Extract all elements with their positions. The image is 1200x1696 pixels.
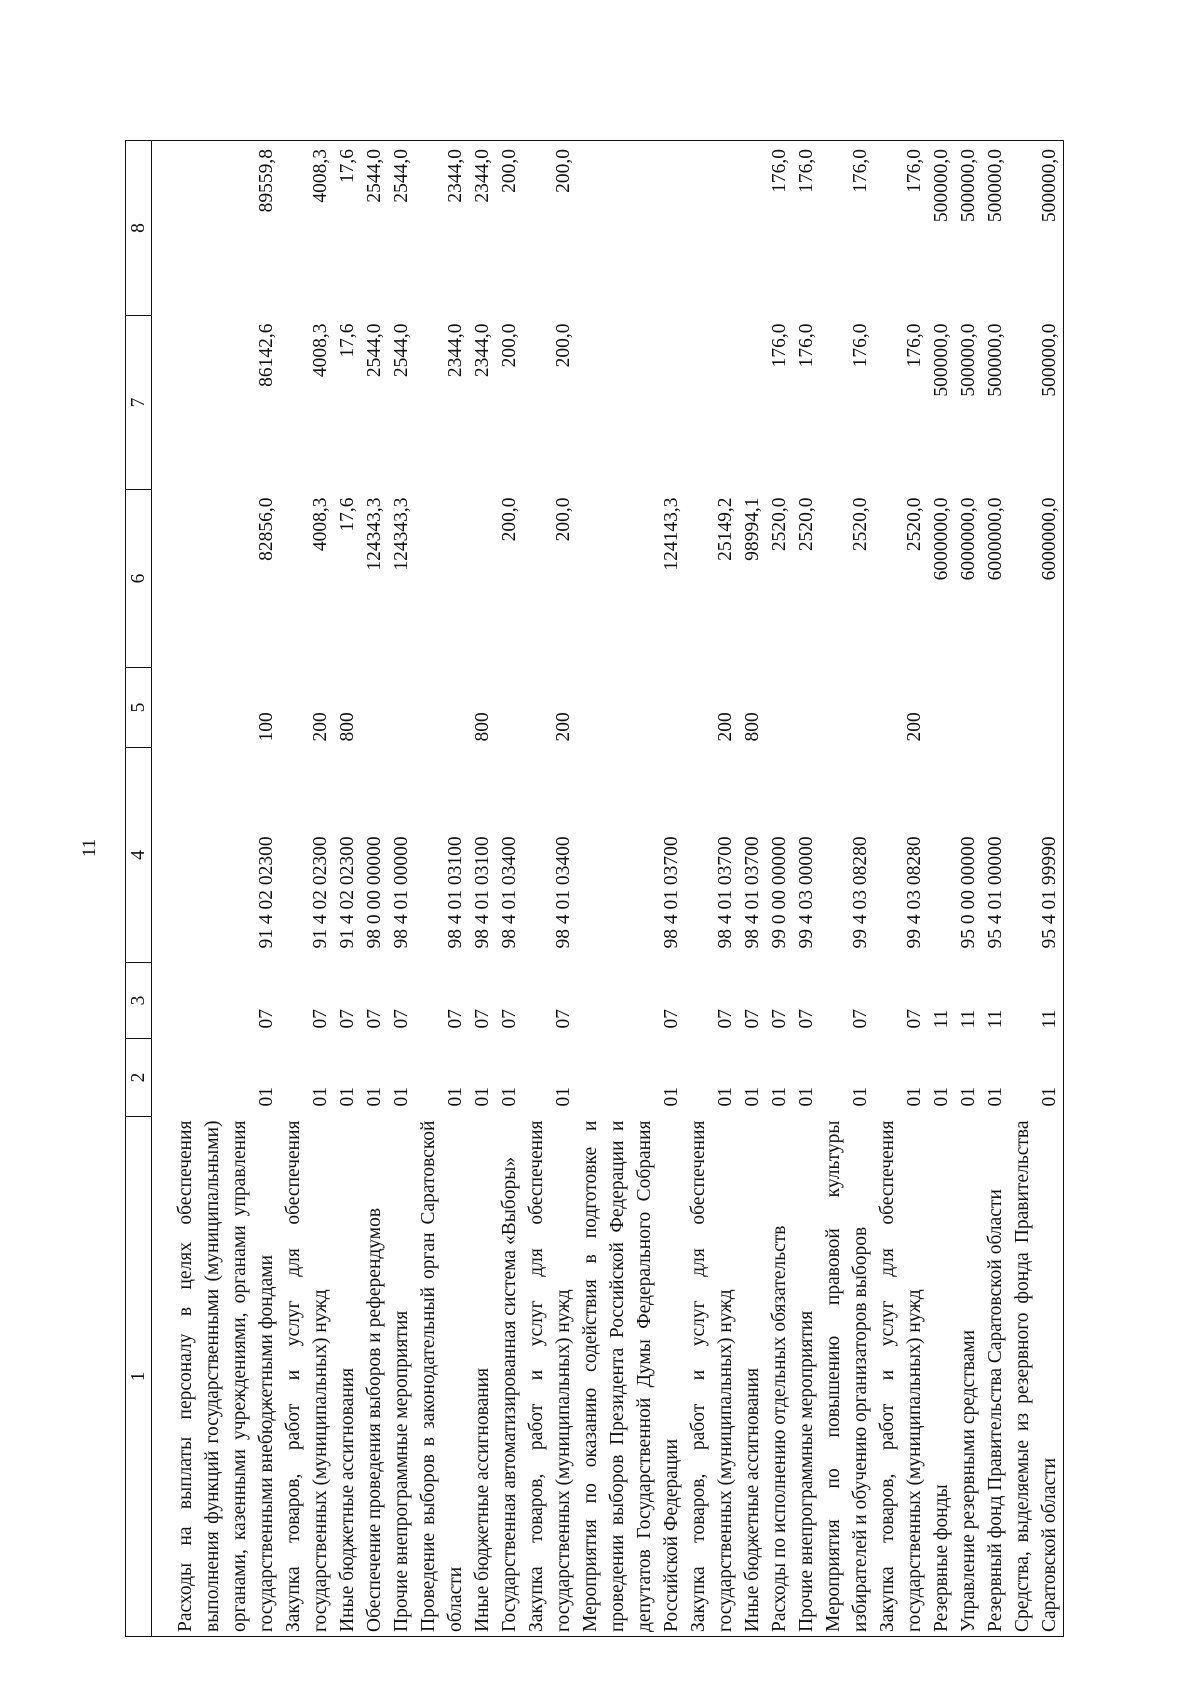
table-row: [982, 141, 1009, 1637]
row-name: Проведение выборов в законодательный орган Саратовской области: [415, 1117, 469, 1637]
subsection-code: 07: [796, 1009, 817, 1029]
amount-col-6: 2520,0: [796, 497, 817, 552]
row-name: Обеспечение проведения выборов и референдумов: [361, 1117, 388, 1637]
table-row: [388, 141, 415, 1637]
section-code: 01: [958, 1087, 979, 1107]
subsection-code: 11: [1009, 963, 1064, 1039]
table-row: [361, 141, 388, 1637]
row-name: Прочие внепрограммные мероприятия: [793, 1117, 820, 1637]
amount-col-6: 82856,0: [256, 497, 277, 561]
amount-col-6: 4008,3: [310, 497, 331, 552]
amount-col-6: 200,0: [553, 497, 574, 542]
amount-col-7: 500000,0: [1009, 316, 1064, 490]
expense-type-code: [361, 668, 388, 748]
amount-col-6: 200,0: [499, 497, 520, 542]
subsection-code: 11: [985, 1009, 1006, 1029]
subsection-code: 07: [850, 1009, 871, 1029]
amount-col-7: 200,0: [553, 323, 574, 368]
amount-col-7: 86142,6: [256, 323, 277, 387]
amount-col-7: 176,0: [796, 323, 817, 368]
expense-type-code: [793, 668, 820, 748]
expense-type-code: [820, 668, 874, 748]
amount-col-7: 2344,0: [472, 323, 493, 378]
section-code: 01: [904, 1087, 925, 1107]
subsection-code: 07: [661, 1009, 682, 1029]
expense-type-code: [766, 668, 793, 748]
section-code: 01: [715, 1087, 736, 1107]
amount-col-8: [739, 141, 766, 316]
amount-col-6: 17,6: [337, 497, 358, 532]
amount-col-7: 2544,0: [364, 323, 385, 378]
row-name: Мероприятия по оказанию содействия в подготовке и проведении выборов Президента Российской Федерации и депутатов Государственной Думы Федерального Собрания Российской Федерации: [577, 1117, 685, 1637]
subsection-code: 11: [958, 1009, 979, 1029]
amount-col-8: 200,0: [523, 141, 577, 316]
amount-col-7: 2344,0: [445, 323, 466, 378]
target-article-code: 99 0 00 00000: [769, 836, 790, 949]
section-code: 01: [1009, 1039, 1064, 1117]
table-row: [577, 141, 685, 1637]
table-row: [469, 141, 496, 1637]
subsection-code: 07: [553, 1009, 574, 1029]
expense-type-code: [496, 668, 523, 748]
target-article-code: 98 4 01 03100: [472, 836, 493, 949]
section-code: 01: [742, 1087, 763, 1107]
table-header: [126, 141, 152, 1637]
subsection-code: 07: [769, 1009, 790, 1029]
table-row: [415, 141, 469, 1637]
header-cell-3: 3: [126, 963, 152, 1039]
target-article-code: 91 4 02 02300: [337, 836, 358, 949]
amount-col-8: [685, 141, 739, 316]
row-name: Прочие внепрограммные мероприятия: [388, 1117, 415, 1637]
amount-col-6: 2520,0: [769, 497, 790, 552]
subsection-code: 07: [742, 1009, 763, 1029]
amount-col-7: 500000,0: [931, 323, 952, 397]
subsection-code: 07: [715, 1009, 736, 1029]
row-name: Закупка товаров, работ и услуг для обеспечения государственных (муниципальных) нужд: [874, 1117, 928, 1637]
amount-col-6: 124343,3: [391, 497, 412, 571]
expense-type-code: [415, 668, 469, 748]
amount-col-8: 500000,0: [955, 141, 982, 316]
section-code: 01: [661, 1087, 682, 1107]
expense-type-code: [955, 668, 982, 748]
amount-col-6: 98994,1: [742, 497, 763, 561]
table-row: [739, 141, 766, 1637]
amount-col-8: 200,0: [496, 141, 523, 316]
target-article-code: 98 0 00 00000: [364, 836, 385, 949]
section-code: 01: [310, 1087, 331, 1107]
amount-col-8: 500000,0: [982, 141, 1009, 316]
section-code: 01: [337, 1087, 358, 1107]
target-article-code: 98 4 01 03700: [742, 836, 763, 949]
section-code: 01: [499, 1087, 520, 1107]
amount-col-7: 2544,0: [391, 323, 412, 378]
subsection-code: 07: [904, 1009, 925, 1029]
section-code: 01: [850, 1087, 871, 1107]
target-article-code: 95 4 01 00000: [985, 836, 1006, 949]
table-row: [685, 141, 739, 1637]
table-row: [766, 141, 793, 1637]
budget-table-rotated: [125, 141, 1082, 1637]
target-article-code: 95 0 00 00000: [958, 836, 979, 949]
amount-col-7: 500000,0: [985, 323, 1006, 397]
amount-col-8: 500000,0: [1009, 141, 1064, 316]
expense-type-code: [928, 668, 955, 748]
subsection-code: 07: [310, 1009, 331, 1029]
row-name: Расходы на выплаты персоналу в целях обеспечения выполнения функций государственными (муниципальными) органами, казенными учреждениями, органами управления государственными внебюджетными фондами: [152, 1117, 281, 1637]
row-name: Резервные фонды: [928, 1117, 955, 1637]
row-name: Резервный фонд Правительства Саратовской области: [982, 1117, 1009, 1637]
amount-col-6: 6000000,0: [985, 497, 1006, 581]
subsection-code: 11: [931, 1009, 952, 1029]
amount-col-6: 2520,0: [850, 497, 871, 552]
table-row: [496, 141, 523, 1637]
amount-col-6: 124143,3: [661, 497, 682, 571]
expense-type-code: [1009, 668, 1064, 748]
row-name: Средства, выделяемые из резервного фонда Правительства Саратовской области: [1009, 1117, 1064, 1637]
expense-type-code: [388, 668, 415, 748]
subsection-code: 07: [445, 1009, 466, 1029]
target-article-code: 99 4 03 08280: [850, 836, 871, 949]
table-row: [334, 141, 361, 1637]
table-row: [793, 141, 820, 1637]
expense-type-code: [982, 668, 1009, 748]
row-name: Закупка товаров, работ и услуг для обеспечения государственных (муниципальных) нужд: [523, 1117, 577, 1637]
section-code: 01: [796, 1087, 817, 1107]
amount-col-7: 176,0: [850, 323, 871, 368]
amount-col-6: 6000000,0: [931, 497, 952, 581]
target-article-code: 91 4 02 02300: [256, 836, 277, 949]
table-row: [152, 141, 281, 1637]
amount-col-8: 500000,0: [928, 141, 955, 316]
amount-col-6: 124343,3: [364, 497, 385, 571]
expense-type-code: 200: [904, 712, 925, 742]
amount-col-6: [415, 490, 469, 668]
amount-col-8: 2544,0: [361, 141, 388, 316]
amount-col-7: 4008,3: [310, 323, 331, 378]
amount-col-8: 2344,0: [469, 141, 496, 316]
row-name: Государственная автоматизированная система «Выборы»: [496, 1117, 523, 1637]
header-cell-2: 2: [126, 1039, 152, 1117]
amount-col-8: 89559,8: [152, 141, 281, 316]
section-code: 01: [472, 1087, 493, 1107]
expense-type-code: 800: [472, 712, 493, 742]
page-number: 11: [79, 838, 100, 858]
table-body: [152, 141, 1064, 1637]
amount-col-8: 176,0: [874, 141, 928, 316]
target-article-code: 98 4 01 03100: [445, 836, 466, 949]
subsection-code: 07: [256, 1009, 277, 1029]
header-row: [126, 141, 152, 1637]
amount-col-7: 17,6: [337, 323, 358, 358]
section-code: 01: [985, 1087, 1006, 1107]
table-row: [955, 141, 982, 1637]
expense-type-code: 200: [553, 712, 574, 742]
section-code: 01: [391, 1087, 412, 1107]
budget-table: [125, 140, 1064, 1637]
section-code: 01: [553, 1087, 574, 1107]
amount-col-6: 6000000,0: [1009, 490, 1064, 668]
section-code: 01: [931, 1087, 952, 1107]
amount-col-8: 17,6: [334, 141, 361, 316]
expense-type-code: 200: [715, 712, 736, 742]
target-article-code: 98 4 01 03700: [715, 836, 736, 949]
header-cell-4: 4: [126, 748, 152, 963]
table-row: [820, 141, 874, 1637]
subsection-code: 07: [337, 1009, 358, 1029]
expense-type-code: [577, 668, 685, 748]
header-cell-1: 1: [126, 1117, 152, 1637]
amount-col-8: 176,0: [793, 141, 820, 316]
amount-col-8: [577, 141, 685, 316]
target-article-code: 99 4 03 08280: [904, 836, 925, 949]
row-name: Закупка товаров, работ и услуг для обеспечения государственных (муниципальных) нужд: [280, 1117, 334, 1637]
amount-col-7: 200,0: [499, 323, 520, 368]
row-name: Мероприятия по повышению правовой культуры избирателей и обучению организаторов выборов: [820, 1117, 874, 1637]
expense-type-code: 800: [337, 712, 358, 742]
table-row: [1009, 141, 1064, 1637]
amount-col-7: 500000,0: [958, 323, 979, 397]
header-cell-5: 5: [126, 668, 152, 748]
target-article-code: 98 4 01 03700: [661, 836, 682, 949]
amount-col-8: 2544,0: [388, 141, 415, 316]
target-article-code: 98 4 01 03400: [499, 836, 520, 949]
table-row: [280, 141, 334, 1637]
target-article-code: 91 4 02 02300: [310, 836, 331, 949]
header-cell-6: 6: [126, 490, 152, 668]
amount-col-6: [469, 490, 496, 668]
amount-col-8: 4008,3: [280, 141, 334, 316]
table-row: [523, 141, 577, 1637]
header-cell-8: 8: [126, 141, 152, 316]
target-article-code: 98 4 01 00000: [391, 836, 412, 949]
row-name: Иные бюджетные ассигнования: [739, 1117, 766, 1637]
subsection-code: 07: [391, 1009, 412, 1029]
expense-type-code: 100: [256, 712, 277, 742]
target-article-code: 98 4 01 03400: [553, 836, 574, 949]
target-article-code: 99 4 03 00000: [796, 836, 817, 949]
target-article-code: [928, 748, 955, 963]
amount-col-7: [577, 316, 685, 490]
subsection-code: 07: [499, 1009, 520, 1029]
amount-col-6: 2520,0: [904, 497, 925, 552]
expense-type-code: 200: [310, 712, 331, 742]
section-code: 01: [769, 1087, 790, 1107]
amount-col-8: 176,0: [820, 141, 874, 316]
row-name: Иные бюджетные ассигнования: [469, 1117, 496, 1637]
row-name: Управление резервными средствами: [955, 1117, 982, 1637]
header-cell-7: 7: [126, 316, 152, 490]
amount-col-7: [685, 316, 739, 490]
row-name: Иные бюджетные ассигнования: [334, 1117, 361, 1637]
amount-col-7: [739, 316, 766, 490]
row-name: Расходы по исполнению отдельных обязательств: [766, 1117, 793, 1637]
section-code: 01: [364, 1087, 385, 1107]
section-code: 01: [445, 1087, 466, 1107]
amount-col-7: 176,0: [904, 323, 925, 368]
section-code: 01: [256, 1087, 277, 1107]
subsection-code: 07: [364, 1009, 385, 1029]
row-name: Закупка товаров, работ и услуг для обеспечения государственных (муниципальных) нужд: [685, 1117, 739, 1637]
amount-col-6: 6000000,0: [958, 497, 979, 581]
table-row: [874, 141, 928, 1637]
target-article-code: 95 4 01 99990: [1009, 748, 1064, 963]
amount-col-8: 2344,0: [415, 141, 469, 316]
subsection-code: 07: [472, 1009, 493, 1029]
table-row: [928, 141, 955, 1637]
amount-col-8: 176,0: [766, 141, 793, 316]
amount-col-6: 25149,2: [715, 497, 736, 561]
amount-col-7: 176,0: [769, 323, 790, 368]
expense-type-code: 800: [742, 712, 763, 742]
